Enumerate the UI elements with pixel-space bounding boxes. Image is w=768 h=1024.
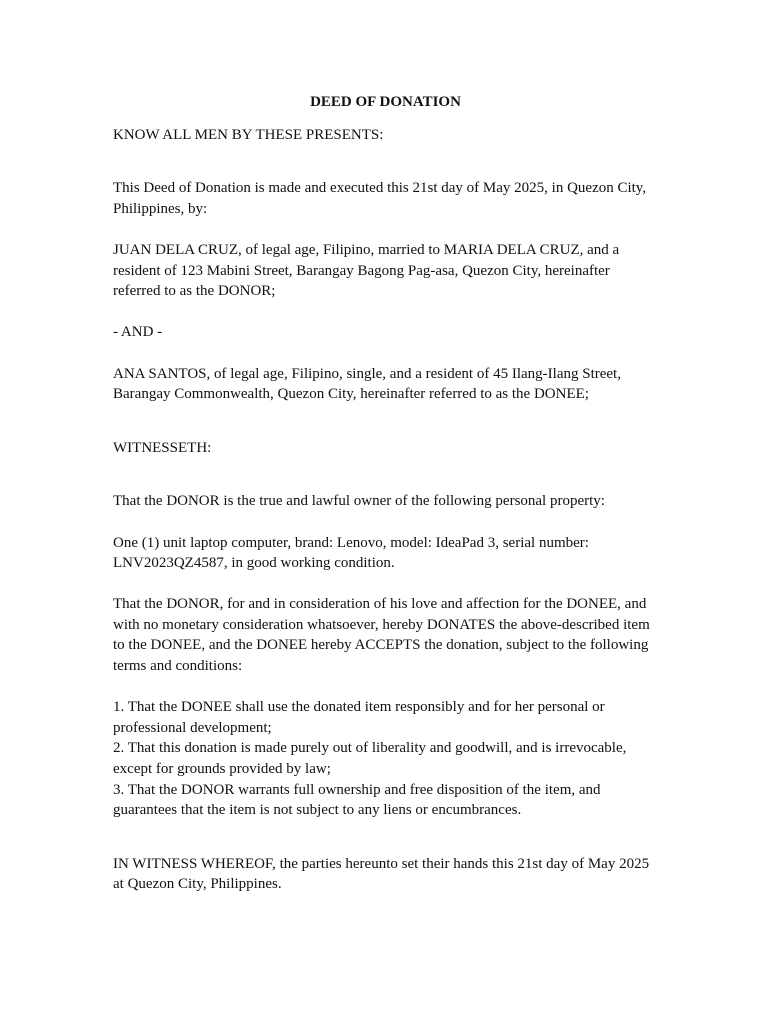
witnesseth-heading: WITNESSETH: [113,439,212,456]
and-separator: - AND - [113,324,163,341]
ownership-paragraph: That the DONOR is the true and lawful owner of the following personal property: [113,493,605,510]
term-item: 1. That the DONEE shall use the donated item responsibly and for her personal or professional development; [113,699,605,736]
donee-paragraph: ANA SANTOS, of legal age, Filipino, single, and a resident of 45 Ilang-Ilang Street, Barangay Commonwealth, Quezon City, hereinafter referred to as the DONEE; [113,365,621,403]
closing-paragraph: IN WITNESS WHEREOF, the parties hereunto set their hands this 21st day of May 2025 at Quezon City, Philippines. [113,855,650,893]
document-title: DEED OF DONATION [310,94,461,110]
donor-paragraph: JUAN DELA CRUZ, of legal age, Filipino, married to MARIA DELA CRUZ, and a resident of 123 Mabini Street, Barangay Bagong Pag-asa, Quezon City, hereinafter referred to as the DONOR; [113,241,620,300]
opening-line: KNOW ALL MEN BY THESE PRESENTS: [113,126,384,143]
term-item: 3. That the DONOR warrants full ownership and free disposition of the item, and guarantees that the item is not subject to any liens or encumbrances. [113,781,601,819]
consideration-paragraph: That the DONOR, for and in consideration of his love and affection for the DONEE, and with no monetary consideration whatsoever, hereby DONATES the above-described item to the DONEE, and the DONEE hereby ACCEPTS the donation, subject to the following terms and conditions: [113,596,650,675]
intro-paragraph: This Deed of Donation is made and executed this 21st day of May 2025, in Quezon City, Philippines, by: [113,180,647,217]
terms-list [113,697,658,821]
property-paragraph: One (1) unit laptop computer, brand: Lenovo, model: IdeaPad 3, serial number: LNV2023QZ4587, in good working condition. [113,534,589,572]
document-body [113,92,658,895]
term-item: 2. That this donation is made purely out of liberality and goodwill, and is irrevocable, except for grounds provided by law; [113,740,627,778]
